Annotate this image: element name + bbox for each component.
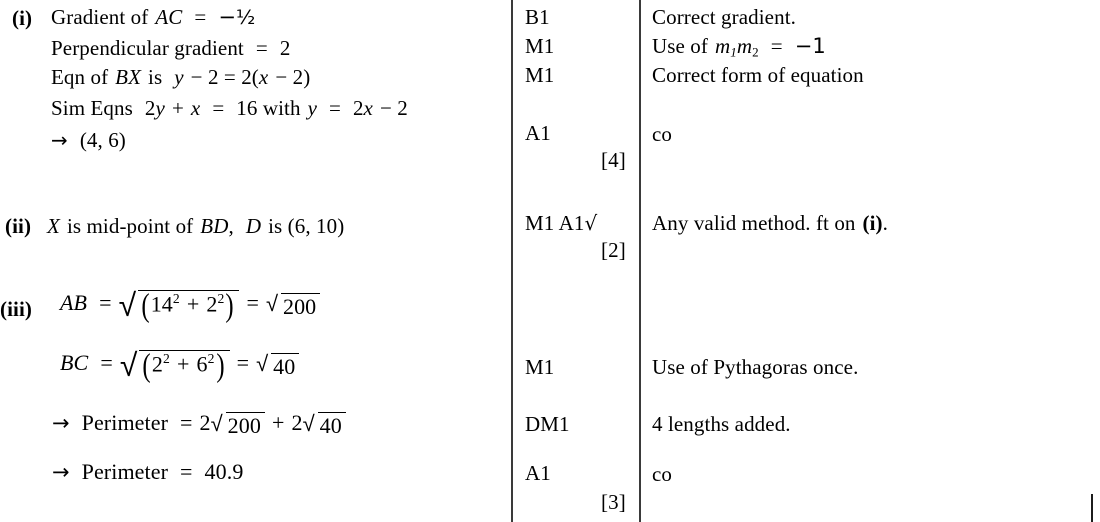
math-x-3: x	[363, 96, 373, 120]
column-divider-working-marks	[511, 0, 513, 522]
working-line-iii-2	[60, 345, 299, 384]
text-16-with: 16 with	[236, 96, 301, 120]
comment-iii-2: 4 lengths added.	[652, 412, 791, 436]
coef-2x: 2	[352, 96, 364, 120]
mark-total-ii: [2]	[601, 238, 626, 262]
text-perimeter-2: Perimeter	[81, 459, 169, 484]
value-minus-one: −1	[794, 34, 826, 58]
mark-code-i-1: B1	[525, 5, 550, 29]
radical-icon-2: √	[265, 292, 279, 318]
exponent-2a: 2	[172, 291, 180, 307]
math-y-2: y	[155, 96, 165, 120]
working-line-iii-3	[52, 412, 346, 437]
radical-icon-1: √	[118, 285, 137, 324]
equals-8: =	[100, 350, 113, 376]
text-is-midpoint-of: is mid-point of	[66, 214, 194, 238]
radicand-40a: 40	[271, 353, 299, 378]
comment-i-4: co	[652, 122, 673, 146]
column-divider-marks-comments	[639, 0, 641, 522]
equals-10: =	[180, 410, 193, 435]
coef-2-a: 2	[199, 410, 211, 435]
math-y-1: y	[174, 65, 184, 89]
mark-total-i: [4]	[601, 148, 626, 172]
right-arrow-icon-3: →	[52, 460, 70, 484]
sqrt-AB	[118, 285, 240, 324]
ft-tick-icon: √	[584, 211, 598, 235]
paren-close-2: )	[215, 348, 225, 384]
radical-icon-6: √	[302, 411, 315, 437]
part-label-iii: (iii)	[0, 297, 32, 321]
exponent-2b: 2	[217, 291, 225, 307]
comment-i-2	[652, 34, 826, 60]
math-y-3: y	[307, 96, 317, 120]
equals-9: =	[236, 350, 250, 376]
math-AB: AB	[60, 290, 88, 316]
math-m1: m	[715, 34, 731, 58]
text-perimeter-1: Perimeter	[81, 410, 169, 435]
math-x-2: x	[190, 96, 201, 120]
paren-close-1: )	[225, 288, 235, 324]
right-arrow-icon-2: →	[52, 411, 70, 435]
working-line-iii-1	[60, 285, 320, 324]
math-BD: BD	[200, 214, 229, 238]
math-minus-two: − 2	[379, 96, 408, 120]
value-perimeter: 40.9	[204, 459, 244, 484]
page-edge-rule	[1091, 494, 1093, 522]
plus-sign-1: +	[171, 96, 184, 120]
radicand-200a: 200	[281, 293, 320, 318]
working-line-iii-4	[52, 461, 243, 483]
mark-code-ii-1	[525, 213, 597, 234]
text-is-6-10: is (6, 10)	[268, 214, 345, 238]
radicand-200b: 200	[226, 412, 265, 437]
equals-2: =	[255, 36, 268, 60]
working-line-ii-1	[47, 216, 344, 237]
mark-code-iii-1: M1	[525, 355, 555, 379]
text-eqn-of: Eqn of	[51, 65, 109, 89]
equals-6: =	[99, 290, 112, 316]
mark-code-i-4: A1	[525, 121, 551, 145]
exponent-2d: 2	[207, 351, 215, 367]
working-line-i-1	[51, 7, 255, 28]
radicand-40b: 40	[318, 412, 346, 437]
text-any-valid-method: Any valid method. ft on	[652, 211, 856, 235]
comment-i-1: Correct gradient.	[652, 5, 796, 29]
mark-total-iii: [3]	[601, 490, 626, 514]
math-AC: AC	[155, 5, 183, 29]
math-close-minus2: − 2)	[275, 65, 311, 89]
radical-icon-5: √	[210, 411, 223, 437]
plus-sign-2: +	[186, 291, 200, 317]
radicand-BC	[139, 348, 230, 384]
equals-11: =	[180, 459, 193, 484]
working-line-i-4	[51, 98, 408, 119]
plus-sign-4: +	[271, 410, 285, 435]
working-line-i-3	[51, 67, 310, 88]
fraction-one-half: ½	[236, 5, 256, 29]
equals-3: =	[212, 96, 225, 120]
math-X: X	[47, 214, 60, 238]
mark-code-i-2: M1	[525, 34, 555, 58]
comment-ii-1	[652, 213, 888, 234]
coef-2y: 2	[144, 96, 156, 120]
radical-icon-3: √	[119, 345, 138, 384]
text-gradient-of: Gradient of	[51, 5, 149, 29]
math-D: D	[245, 214, 262, 238]
sqrt-BC	[119, 345, 230, 384]
sqrt-200b	[211, 412, 265, 437]
equals-4: =	[328, 96, 341, 120]
equals-1: =	[194, 5, 207, 29]
working-line-i-2	[51, 38, 290, 59]
radicand-AB	[138, 288, 240, 324]
part-label-i: (i)	[12, 6, 33, 30]
mark-code-iii-3: A1	[525, 461, 551, 485]
comment-iii-1: Use of Pythagoras once.	[652, 355, 859, 379]
equals-7: =	[246, 290, 259, 316]
comment-iii-3: co	[652, 462, 673, 486]
paren-open-1: (	[140, 288, 150, 324]
text-is: is	[148, 65, 163, 89]
value-2c: 2	[151, 351, 164, 377]
plus-sign-3: +	[176, 351, 190, 377]
comma-1: ,	[228, 214, 234, 238]
mark-code-i-3: M1	[525, 63, 555, 87]
coef-2-b: 2	[291, 410, 303, 435]
text-sim-eqns: Sim Eqns	[51, 96, 133, 120]
period-1: .	[882, 211, 889, 235]
sqrt-40b	[303, 412, 346, 437]
text-use-of-1: Use of	[652, 34, 709, 58]
math-x-1: x	[258, 65, 269, 89]
comment-i-3: Correct form of equation	[652, 63, 864, 87]
math-m1-subscript: 1	[730, 44, 737, 60]
part-label-ii: (ii)	[5, 214, 32, 238]
math-BC: BC	[60, 350, 89, 376]
value-6: 6	[196, 351, 208, 377]
text-perpendicular-gradient: Perpendicular gradient	[51, 36, 244, 60]
math-m2: m	[736, 34, 753, 58]
radical-icon-4: √	[256, 352, 269, 378]
value-14: 14	[150, 291, 173, 317]
point-4-6: (4, 6)	[79, 128, 126, 152]
exponent-2c: 2	[163, 351, 170, 367]
equals-5: =	[770, 34, 783, 58]
paren-open-2: (	[142, 348, 151, 384]
mark-code-iii-2: DM1	[525, 412, 570, 436]
ref-part-i: (i)	[862, 211, 883, 235]
working-line-i-5	[51, 130, 126, 151]
math-eqn-rhs: − 2 = 2(	[190, 65, 259, 89]
value-two: 2	[279, 36, 291, 60]
math-m2-subscript: 2	[752, 44, 759, 60]
minus-sign-1: −	[218, 5, 237, 29]
mark-m1a1: M1 A1	[525, 211, 585, 235]
right-arrow-icon-1: →	[51, 128, 68, 152]
math-BX: BX	[115, 65, 142, 89]
value-2a: 2	[206, 291, 218, 317]
sqrt-200a	[266, 293, 320, 318]
sqrt-40a	[256, 353, 299, 378]
